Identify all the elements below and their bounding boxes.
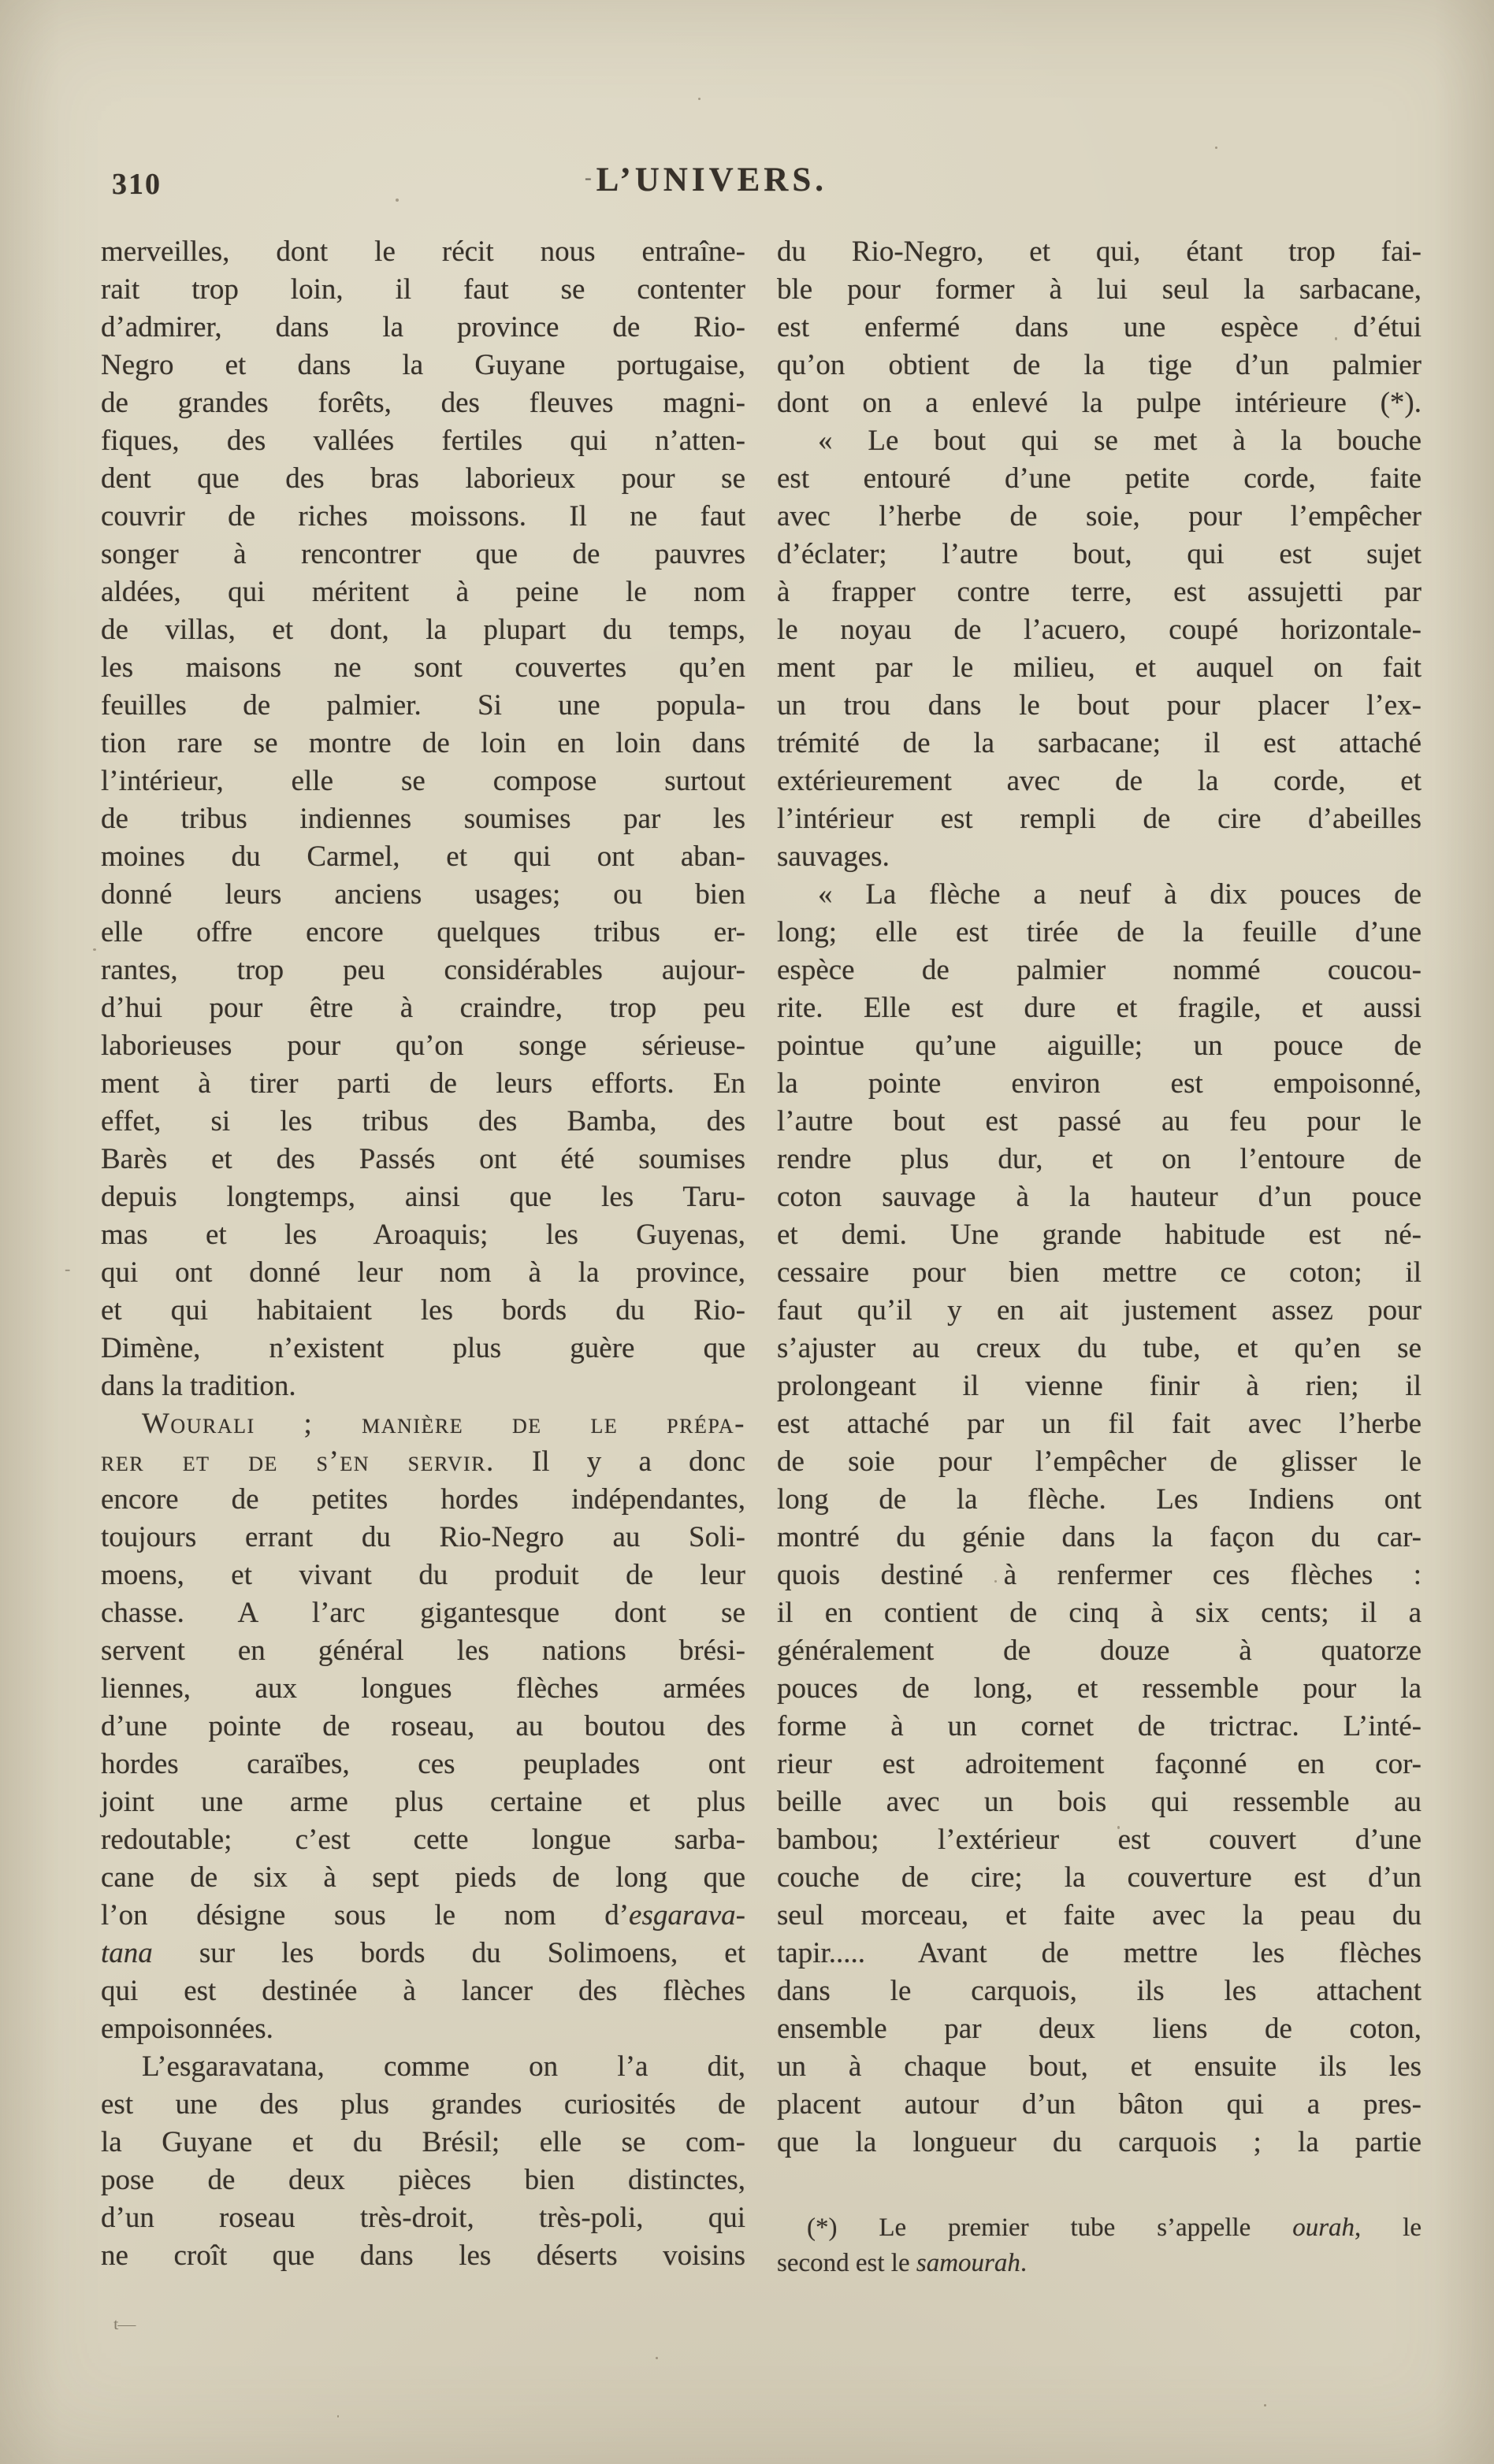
text-line: du Rio-Negro, et qui, étant trop fai- (777, 236, 1422, 268)
text-line: l’autre bout est passé au feu pour le (777, 1105, 1422, 1137)
text-line: hordes caraïbes, ces peuplades ont (101, 1748, 745, 1780)
text-line: chasse. A l’arc gigantesque dont se (101, 1597, 745, 1629)
text-line: avec l’herbe de soie, pour l’empêcher (777, 500, 1422, 533)
text-line: l’intérieur, elle se compose surtout (101, 765, 745, 797)
text-line: second est le samourah. (777, 2249, 1028, 2277)
text-line: moines du Carmel, et qui ont aban- (101, 841, 745, 873)
text-line: Wourali ; manière de le prépa- (142, 1408, 745, 1440)
text-line: il en contient de cinq à six cents; il a (777, 1597, 1422, 1629)
text-line: moens, et vivant du produit de leur (101, 1559, 745, 1591)
paragraph (101, 233, 745, 1405)
text-line: extérieurement avec de la corde, et (777, 765, 1422, 797)
text-line: est attaché par un fil fait avec l’herbe (777, 1408, 1422, 1440)
text-line: beille avec un bois qui ressemble au (777, 1786, 1422, 1818)
text-line: et demi. Une grande habitude est né- (777, 1219, 1422, 1251)
paper-speck (93, 948, 96, 951)
paragraph (777, 876, 1422, 2162)
text-line: Barès et des Passés ont été soumises (101, 1143, 745, 1175)
text-line: est entouré d’une petite corde, faite (777, 462, 1422, 495)
text-line: songer à rencontrer que de pauvres (101, 538, 745, 570)
text-line: pointue qu’une aiguille; un pouce de (777, 1030, 1422, 1062)
text-line: forme à un cornet de trictrac. L’inté- (777, 1710, 1422, 1742)
text-line: ment à tirer parti de leurs efforts. En (101, 1067, 745, 1100)
text-line: tion rare se montre de loin en loin dans (101, 727, 745, 759)
text-line: tapir..... Avant de mettre les flèches (777, 1937, 1422, 1969)
margin-mark: - (65, 1259, 71, 1278)
text-line: rite. Elle est dure et fragile, et aussi (777, 992, 1422, 1024)
text-line: espèce de palmier nommé coucou- (777, 954, 1422, 986)
text-line: Negro et dans la Guyane portugaise, (101, 349, 745, 381)
paragraph (777, 233, 1422, 422)
text-line: un à chaque bout, et ensuite ils les (777, 2050, 1422, 2083)
text-line: cessaire pour bien mettre ce coton; il (777, 1256, 1422, 1289)
text-line: trémité de la sarbacane; il est attaché (777, 727, 1422, 759)
text-line: coton sauvage à la hauteur d’un pouce (777, 1181, 1422, 1213)
text-line: l’on désigne sous le nom d’esgarava- (101, 1899, 745, 1931)
text-line: « La flèche a neuf à dix pouces de (818, 878, 1422, 911)
text-line: et qui habitaient les bords du Rio- (101, 1294, 745, 1327)
text-line: la pointe environ est empoisonné, (777, 1067, 1422, 1100)
text-line: à frapper contre terre, est assujetti par (777, 576, 1422, 608)
text-line: pose de deux pièces bien distinctes, (101, 2164, 745, 2196)
text-line: d’éclater; l’autre bout, qui est sujet (777, 538, 1422, 570)
text-line: d’admirer, dans la province de Rio- (101, 311, 745, 343)
paragraph (777, 2210, 1422, 2281)
text-line: ble pour former à lui seul la sarbacane, (777, 273, 1422, 306)
text-line: s’ajuster au creux du tube, et qu’en se (777, 1332, 1422, 1364)
paper-speck (994, 1580, 997, 1583)
text-line: liennes, aux longues flèches armées (101, 1672, 745, 1705)
text-line: long de la flèche. Les Indiens ont (777, 1483, 1422, 1516)
running-title-text: L’UNIVERS. (596, 161, 828, 199)
text-line: empoisonnées. (101, 2013, 273, 2045)
text-line: est une des plus grandes curiosités de (101, 2088, 745, 2121)
text-line: long; elle est tirée de la feuille d’une (777, 916, 1422, 948)
text-line: encore de petites hordes indépendantes, (101, 1483, 745, 1516)
left-column (101, 233, 745, 2275)
text-line: faut qu’il y en ait justement assez pour (777, 1294, 1422, 1327)
text-line: d’hui pour être à craindre, trop peu (101, 992, 745, 1024)
text-line: merveilles, dont le récit nous entraîne- (101, 236, 745, 268)
text-line: d’une pointe de roseau, au boutou des (101, 1710, 745, 1742)
text-line: l’intérieur est rempli de cire d’abeilles (777, 803, 1422, 835)
text-line: L’esgaravatana, comme on l’a dit, (142, 2050, 745, 2083)
text-line: pouces de long, et ressemble pour la (777, 1672, 1422, 1705)
paragraph (101, 2048, 745, 2275)
text-line: Dimène, n’existent plus guère que (101, 1332, 745, 1364)
text-line: donné leurs anciens usages; ou bien (101, 878, 745, 911)
paper-speck (1117, 1826, 1120, 1829)
paper-speck (1215, 147, 1217, 149)
text-line: un trou dans le bout pour placer l’ex- (777, 689, 1422, 722)
text-line: cane de six à sept pieds de long que (101, 1861, 745, 1894)
text-line: qu’on obtient de la tige d’un palmier (777, 349, 1422, 381)
text-line: toujours errant du Rio-Negro au Soli- (101, 1521, 745, 1553)
text-line: redoutable; c’est cette longue sarba- (101, 1824, 745, 1856)
paper-speck (396, 199, 399, 202)
text-line: prolongeant il vienne finir à rien; il (777, 1370, 1422, 1402)
running-title (585, 161, 827, 199)
paper-speck (1335, 337, 1337, 340)
text-line: d’un roseau très-droit, très-poli, qui (101, 2202, 745, 2234)
paper-speck (1264, 2404, 1266, 2406)
paragraph (777, 422, 1422, 876)
signature-mark: t— (113, 2315, 136, 2333)
text-line: bambou; l’extérieur est couvert d’une (777, 1824, 1422, 1856)
text-line: couvrir de riches moissons. Il ne faut (101, 500, 745, 533)
text-line: joint une arme plus certaine et plus (101, 1786, 745, 1818)
text-line: sauvages. (777, 841, 890, 873)
text-line: elle offre encore quelques tribus er- (101, 916, 745, 948)
text-line: aldées, qui méritent à peine le nom (101, 576, 745, 608)
footnote (777, 2210, 1422, 2281)
text-line: servent en général les nations brési- (101, 1635, 745, 1667)
text-line: de villas, et dont, la plupart du temps, (101, 614, 745, 646)
text-line: dent que des bras laborieux pour se (101, 462, 745, 495)
text-line: généralement de douze à quatorze (777, 1635, 1422, 1667)
text-line: qui ont donné leur nom à la province, (101, 1256, 745, 1289)
text-line: le noyau de l’acuero, coupé horizontale- (777, 614, 1422, 646)
text-line: de tribus indiennes soumises par les (101, 803, 745, 835)
right-column (777, 233, 1422, 2281)
text-line: depuis longtemps, ainsi que les Taru- (101, 1181, 745, 1213)
text-line: la Guyane et du Brésil; elle se com- (101, 2126, 745, 2158)
text-line: rer et de s’en servir. Il y a donc (101, 1445, 745, 1478)
text-line: rantes, trop peu considérables aujour- (101, 954, 745, 986)
text-line: dont on a enlevé la pulpe intérieure (*). (777, 387, 1422, 419)
text-line: effet, si les tribus des Bamba, des (101, 1105, 745, 1137)
text-line: dans le carquois, ils les attachent (777, 1975, 1422, 2007)
text-line: ne croît que dans les déserts voisins (101, 2239, 745, 2272)
page-number: 310 (112, 168, 162, 201)
text-line: de soie pour l’empêcher de glisser le (777, 1445, 1422, 1478)
paper-speck (698, 98, 701, 100)
text-line: seul morceau, et faite avec la peau du (777, 1899, 1422, 1931)
text-line: quois destiné à renfermer ces flèches : (777, 1559, 1422, 1591)
text-line: rait trop loin, il faut se contenter (101, 273, 745, 306)
text-line: rendre plus dur, et on l’entoure de (777, 1143, 1422, 1175)
text-line: placent autour d’un bâton qui a pres- (777, 2088, 1422, 2121)
text-line: de grandes forêts, des fleuves magni- (101, 387, 745, 419)
print-artifact-dash: - (585, 166, 592, 189)
paper-speck (337, 2415, 339, 2418)
text-line: rieur est adroitement façonné en cor- (777, 1748, 1422, 1780)
text-line: montré du génie dans la façon du car- (777, 1521, 1422, 1553)
text-line: dans la tradition. (101, 1370, 296, 1402)
text-line: tana sur les bords du Solimoens, et (101, 1937, 745, 1969)
text-line: ment par le milieu, et auquel on fait (777, 651, 1422, 684)
paragraph (101, 1405, 745, 2048)
text-line: (*) Le premier tube s’appelle ourah, le (807, 2214, 1422, 2242)
text-line: ensemble par deux liens de coton, (777, 2013, 1422, 2045)
paper-speck (656, 2357, 658, 2359)
text-line: est enfermé dans une espèce d’étui (777, 311, 1422, 343)
text-line: couche de cire; la couverture est d’un (777, 1861, 1422, 1894)
text-line: qui est destinée à lancer des flèches (101, 1975, 745, 2007)
text-line: fiques, des vallées fertiles qui n’atten- (101, 425, 745, 457)
text-line: feuilles de palmier. Si une popula- (101, 689, 745, 722)
text-line: que la longueur du carquois ; la partie (777, 2126, 1422, 2158)
text-line: laborieuses pour qu’on songe sérieuse- (101, 1030, 745, 1062)
text-line: les maisons ne sont couvertes qu’en (101, 651, 745, 684)
text-line: mas et les Aroaquis; les Guyenas, (101, 1219, 745, 1251)
text-line: « Le bout qui se met à la bouche (818, 425, 1422, 457)
